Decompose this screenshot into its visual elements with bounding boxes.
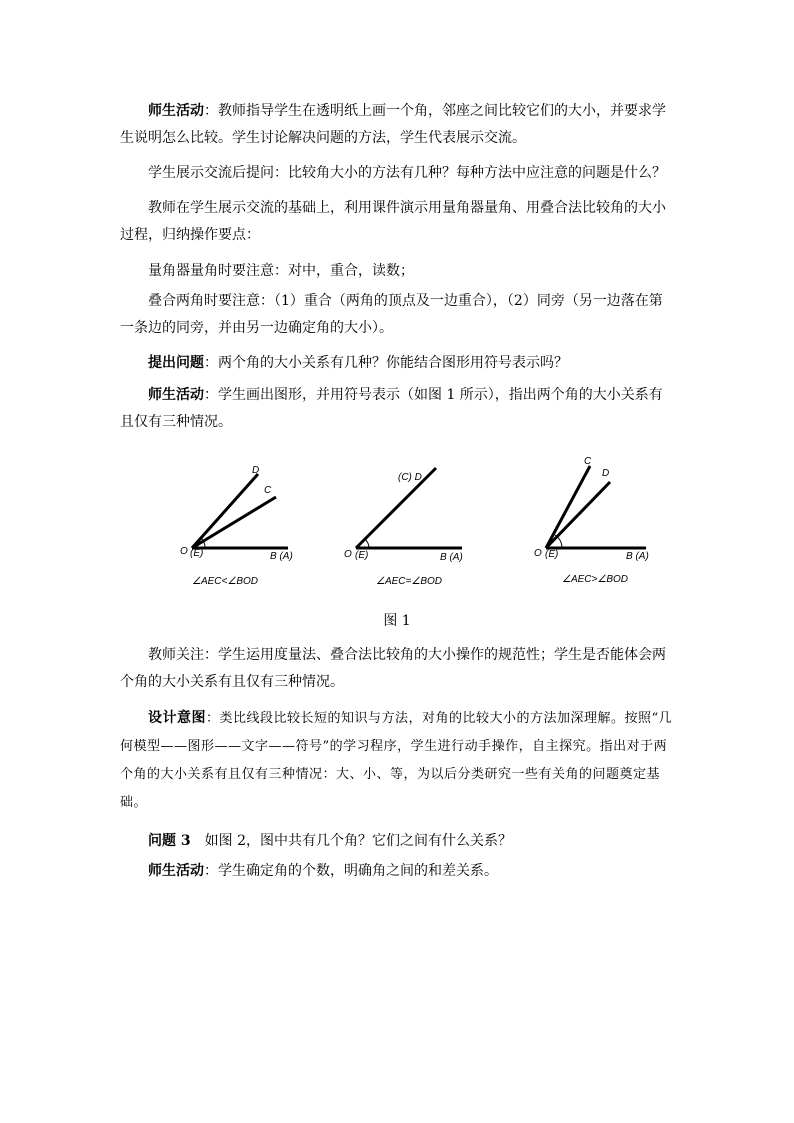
paragraph-text: ：学生画出图形，并用符号表示（如图 1 所示），指出两个角的大小关系有且仅有三种情况。 (120, 387, 663, 430)
paragraph-teacher-activity-1 (120, 98, 675, 152)
figure-caption: 图 1 (383, 613, 411, 629)
paragraph-raise-question (120, 350, 675, 377)
paragraph-text: 如图 2，图中共有几个角？它们之间有什么关系？ (190, 833, 512, 849)
angle-diagram-less (180, 465, 293, 587)
paragraph-question-3 (120, 828, 675, 855)
paragraph-teacher-focus: 教师关注：学生运用度量法、叠合法比较角的大小操作的规范性；学生是否能体会两个角的大小关系有且仅有三种情况。 (120, 647, 666, 690)
relation-label: ∠AEC=∠BOD (376, 576, 443, 587)
paragraph-label: 设计意图 (148, 710, 206, 726)
paragraph-protractor-notes: 量角器量角时要注意：对中，重合，读数； (148, 263, 414, 279)
label-base: B (A) (440, 552, 463, 563)
paragraph-label: 师生活动 (148, 863, 204, 879)
label-vertex: O (534, 548, 542, 559)
paragraph-text: ：类比线段比较长短的知识与方法，对角的比较大小的方法加深理解。按照“几何模型——图形——文字——符号”的学习程序，学生进行动手操作，自主探究。指出对于两个角的大小关系有且仅有三种情况：大、小、等，为以后分类研究一些有关角的问题奠定基础。 (120, 711, 673, 810)
ray-od (192, 474, 258, 548)
label-top: (C) D (398, 472, 422, 483)
label-side: D (602, 468, 610, 479)
label-vertex-paren: (E) (355, 550, 369, 561)
paragraph-label: 问题 3 (148, 833, 191, 849)
paragraph-text: ：学生确定角的个数，明确角之间的和差关系。 (204, 863, 498, 879)
paragraph-text: ：教师指导学生在透明纸上画一个角，邻座之间比较它们的大小，并要求学生说明怎么比较。学生讨论解决问题的方法，学生代表展示交流。 (120, 103, 666, 146)
label-vertex-paren: (E) (545, 549, 559, 560)
paragraph-text: ：两个角的大小关系有几种？你能结合图形用符号表示吗？ (204, 355, 568, 371)
ray-od (546, 482, 610, 548)
paragraph-label: 师生活动 (148, 103, 204, 119)
label-top: D (252, 465, 260, 476)
label-side: C (264, 485, 272, 496)
paragraph-overlap-notes: 叠合两角时要注意：（1）重合（两角的顶点及一边重合），（2）同旁（另一边落在第一条边的同旁，并由另一边确定角的大小）。 (120, 293, 663, 336)
paragraph-design-intent (120, 704, 675, 817)
label-base: B (A) (270, 551, 293, 562)
paragraph-teacher-activity-2 (120, 382, 675, 436)
label-vertex-paren: (E) (190, 548, 204, 559)
ray-od (356, 468, 436, 548)
label-vertex: O (344, 549, 352, 560)
label-vertex: O (180, 546, 188, 557)
paragraph-label: 师生活动 (148, 387, 204, 403)
figure-1-angle-comparison (170, 452, 690, 602)
angle-diagram-greater (534, 456, 649, 585)
relation-label: ∠AEC<∠BOD (192, 576, 259, 587)
angle-diagram-equal (344, 468, 463, 587)
paragraph-label: 提出问题 (148, 355, 204, 371)
relation-label: ∠AEC>∠BOD (562, 574, 629, 585)
label-base: B (A) (626, 551, 649, 562)
paragraph-teacher-activity-3 (120, 858, 675, 885)
ray-oc (192, 497, 276, 548)
label-top: C (584, 456, 592, 467)
paragraph-question-after-exchange: 学生展示交流后提问：比较角大小的方法有几种？每种方法中应注意的问题是什么？ (148, 165, 666, 181)
ray-oc (546, 466, 590, 548)
paragraph-teacher-demo: 教师在学生展示交流的基础上，利用课件演示用量角器量角、用叠合法比较角的大小过程，归纳操作要点： (120, 200, 666, 243)
